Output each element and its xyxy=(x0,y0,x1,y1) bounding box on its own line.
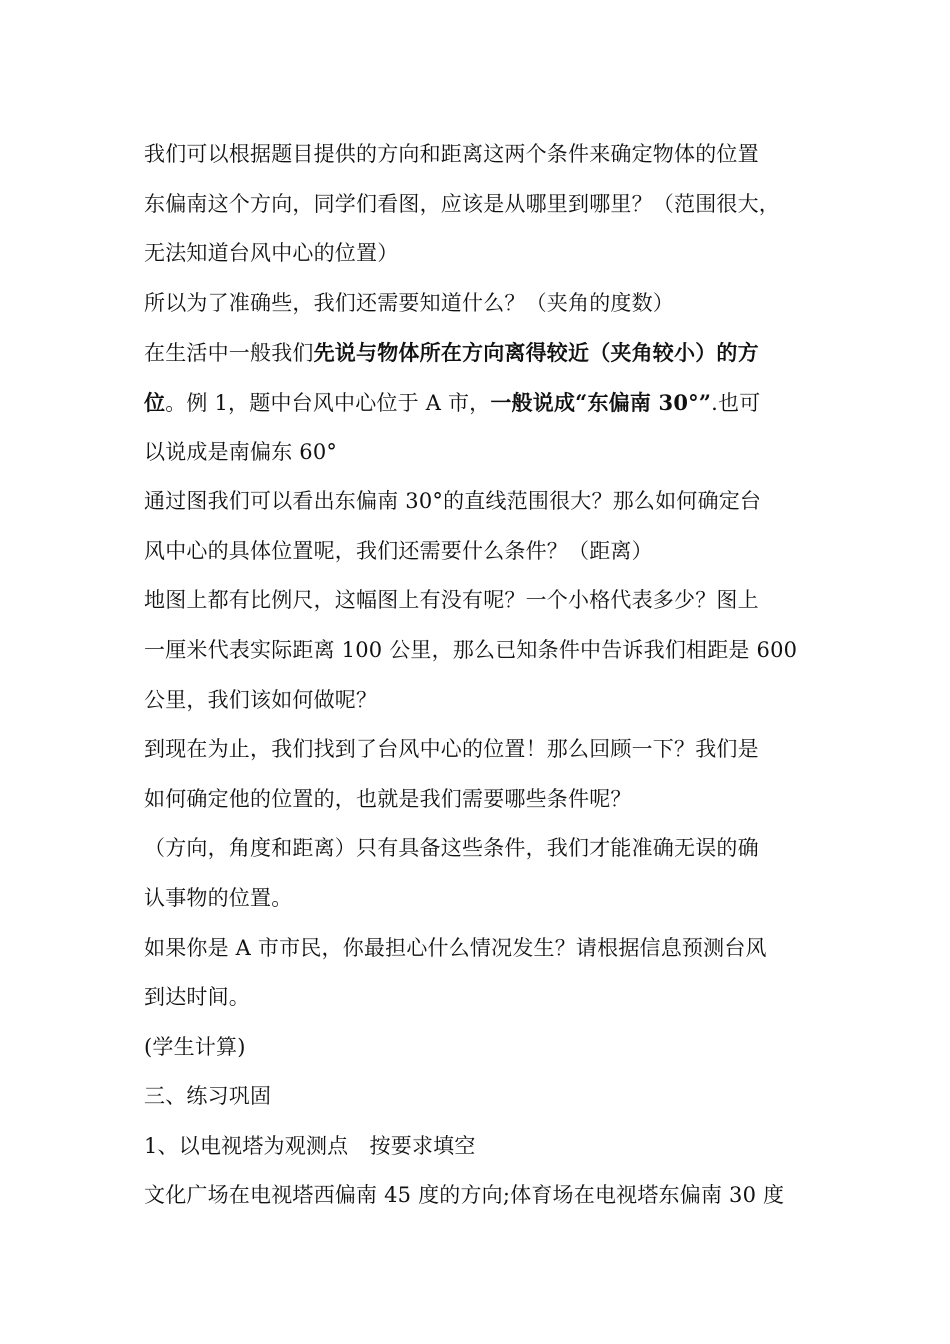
text-segment: 。例 1，题中台风中心位于 A 市， xyxy=(165,390,491,415)
bold-text-segment: 一般说成“东偏南 30°” xyxy=(490,389,712,415)
paragraph-line: 我们可以根据题目提供的方向和距离这两个条件来确定物体的位置 xyxy=(144,142,759,166)
paragraph-line: 风中心的具体位置呢，我们还需要什么条件？（距离） xyxy=(144,538,653,563)
text-segment: .也可 xyxy=(711,390,761,415)
bold-text-segment: 位 xyxy=(144,389,166,415)
paragraph-line: 认事物的位置。 xyxy=(144,885,293,910)
paragraph-line: 公里，我们该如何做呢？ xyxy=(144,687,378,712)
paragraph-line: 通过图我们可以看出东偏南 30°的直线范围很大？那么如何确定台 xyxy=(144,489,762,514)
paragraph-line: 如果你是 A 市市民，你最担心什么情况发生？请根据信息预测台风 xyxy=(144,935,767,960)
paragraph-line: 地图上都有比例尺，这幅图上有没有呢？一个小格代表多少？图上 xyxy=(144,588,759,613)
paragraph-line: （方向，角度和距离）只有具备这些条件，我们才能准确无误的确 xyxy=(144,836,759,861)
paragraph-line: 到达时间。 xyxy=(144,985,250,1010)
paragraph-line: 到现在为止，我们找到了台风中心的位置！那么回顾一下？我们是 xyxy=(144,737,759,762)
paragraph-line: 如何确定他的位置的，也就是我们需要哪些条件呢？ xyxy=(144,786,632,811)
exercise-item: 1、以电视塔为观测点 按要求填空 xyxy=(144,1133,476,1158)
paragraph-line xyxy=(144,378,824,428)
paragraph-line: (学生计算) xyxy=(144,1034,246,1059)
paragraph-line: 所以为了准确些，我们还需要知道什么？（夹角的度数） xyxy=(144,290,674,315)
paragraph-line xyxy=(144,328,824,378)
text-segment: 在生活中一般我们 xyxy=(144,341,314,366)
section-heading: 三、练习巩固 xyxy=(144,1084,272,1109)
paragraph-line: 东偏南这个方向，同学们看图，应该是从哪里到哪里？（范围很大， xyxy=(144,191,780,216)
bold-text-segment: 先说与物体所在方向离得较近（夹角较小）的方 xyxy=(313,340,759,366)
paragraph-line: 无法知道台风中心的位置） xyxy=(144,241,399,266)
paragraph-line: 文化广场在电视塔西偏南 45 度的方向;体育场在电视塔东偏南 30 度 xyxy=(144,1183,785,1208)
document-body xyxy=(144,130,824,1221)
paragraph-line: 以说成是南偏东 60° xyxy=(144,439,338,464)
paragraph-line: 一厘米代表实际距离 100 公里，那么已知条件中告诉我们相距是 600 xyxy=(144,637,798,662)
